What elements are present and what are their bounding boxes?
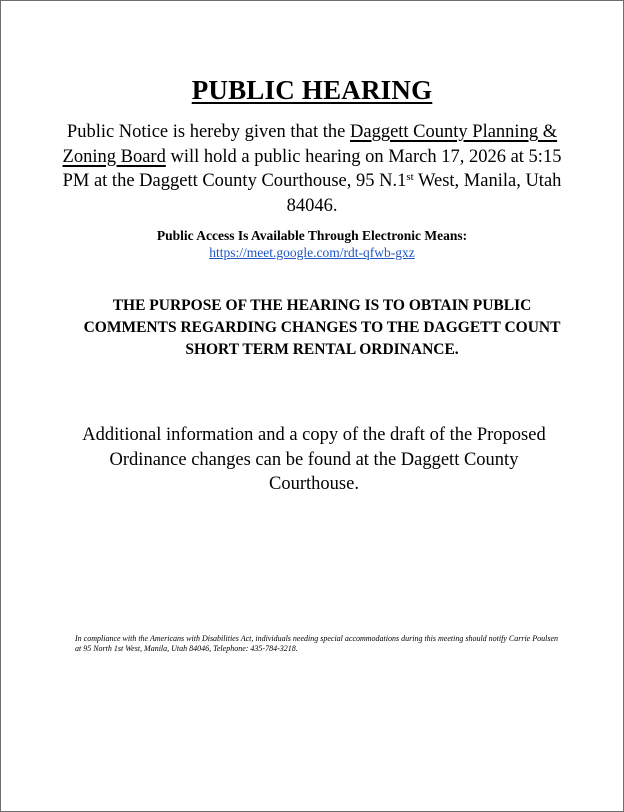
access-label: Public Access Is Available Through Electronic Means:: [156, 228, 468, 243]
board-name: Daggett County Planning & Zoning Board: [62, 122, 558, 167]
ada-compliance-note: In compliance with the Americans with Disabilities Act, individuals needing special accommodations during this meeting should notify Carrie Poulsen at 95 North 1st West, Manila, Utah 84046, Telephone: 435-784-3218.: [75, 634, 558, 653]
address-superscript: st: [406, 171, 414, 183]
hearing-notice-paragraph: [61, 120, 563, 218]
meeting-link[interactable]: https://meet.google.com/rdt-qfwb-gxz: [209, 245, 415, 260]
notice-intro-prefix: Public Notice is hereby given that the: [66, 122, 346, 142]
notice-intro-middle: will hold a public hearing on March 17, 2026 at 5:15 PM at the Daggett County Courthouse, 95 N.1: [62, 146, 562, 191]
electronic-access-block: [1, 227, 623, 261]
notice-intro-suffix: West, Manila, Utah 84046.: [286, 171, 562, 216]
hearing-purpose: THE PURPOSE OF THE HEARING IS TO OBTAIN PUBLIC COMMENTS REGARDING CHANGES TO THE DAGGETT COUNT SHORT TERM RENTAL ORDINANCE.: [83, 297, 561, 358]
additional-information: Additional information and a copy of the draft of the Proposed Ordinance changes can be found at the Daggett County Courthouse.: [82, 425, 546, 494]
page-title: PUBLIC HEARING: [191, 75, 433, 105]
